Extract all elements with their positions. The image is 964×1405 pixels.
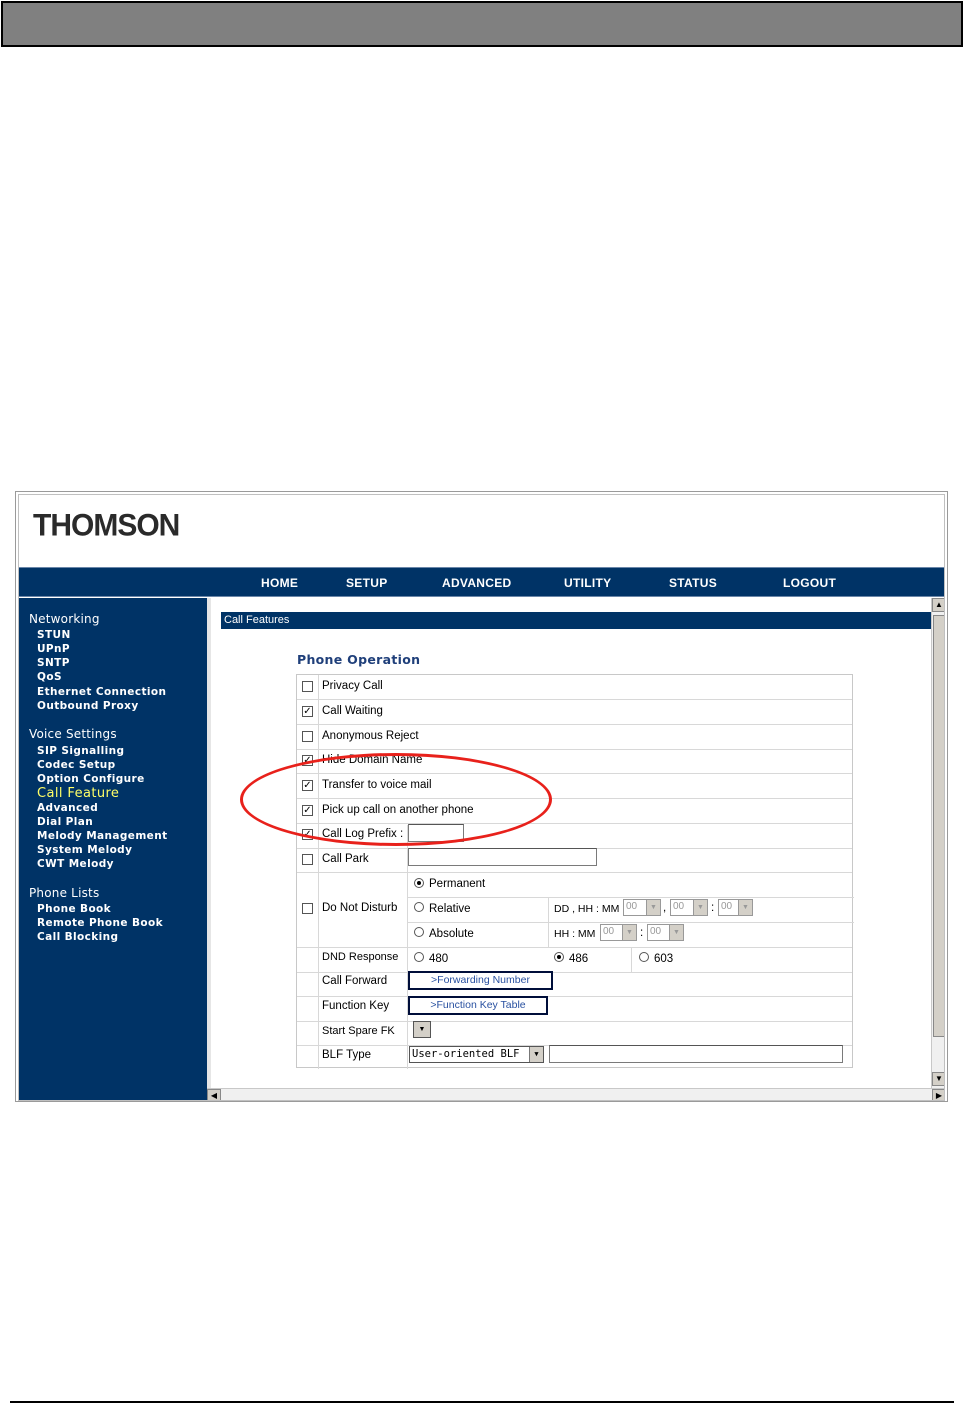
- call-waiting-label: Call Waiting: [322, 705, 383, 717]
- nav-logout[interactable]: LOGOUT: [783, 576, 837, 590]
- table-divider: [297, 872, 852, 873]
- scroll-right-icon[interactable]: ▶: [932, 1089, 945, 1101]
- dnd-permanent-radio[interactable]: [414, 878, 424, 888]
- dnd-relative-label: Relative: [429, 903, 471, 915]
- blf-type-label: BLF Type: [322, 1049, 372, 1061]
- privacy-call-checkbox[interactable]: [302, 681, 313, 692]
- scroll-up-icon[interactable]: ▲: [932, 598, 945, 612]
- call-park-label: Call Park: [322, 853, 369, 865]
- table-divider: [297, 798, 852, 799]
- dnd-absolute-format: HH : MM: [554, 928, 596, 940]
- call-waiting-checkbox[interactable]: ✓: [303, 706, 312, 717]
- table-divider: [408, 922, 854, 923]
- frame-title: Call Features: [221, 612, 933, 629]
- sidebar-item-call-feature[interactable]: Call Feature: [37, 786, 120, 801]
- dnd-absolute-hh-value: 00: [603, 926, 615, 937]
- dnd-absolute-radio[interactable]: [414, 927, 424, 937]
- dnd-relative-hh-value: 00: [673, 901, 685, 912]
- table-divider: [297, 749, 852, 750]
- dnd-response-480-label: 480: [429, 953, 449, 965]
- anonymous-reject-checkbox[interactable]: [302, 731, 313, 742]
- nav-utility[interactable]: UTILITY: [564, 576, 612, 590]
- dnd-relative-dd-value: 00: [626, 901, 638, 912]
- top-nav: [19, 567, 944, 597]
- privacy-call-label: Privacy Call: [322, 680, 383, 692]
- call-forward-label: Call Forward: [322, 975, 388, 987]
- table-divider: [408, 897, 854, 898]
- blf-type-value: User-oriented BLF: [412, 1048, 520, 1060]
- dnd-response-label: DND Response: [322, 951, 399, 963]
- hide-domain-name-label: Hide Domain Name: [322, 754, 423, 766]
- chevron-down-icon: ▼: [669, 925, 683, 940]
- nav-home[interactable]: HOME: [261, 576, 299, 590]
- dnd-response-486-label: 486: [569, 953, 589, 965]
- scroll-down-icon[interactable]: ▼: [932, 1072, 945, 1086]
- table-divider: [297, 773, 852, 774]
- dnd-absolute-mm-select[interactable]: [647, 924, 684, 941]
- chevron-down-icon: ▼: [693, 900, 707, 915]
- table-divider: [548, 898, 549, 948]
- dnd-absolute-mm-value: 00: [650, 926, 662, 937]
- sidebar-item-melody-management[interactable]: Melody Management: [37, 830, 168, 842]
- start-spare-fk-label: Start Spare FK: [322, 1025, 395, 1037]
- pick-up-call-label: Pick up call on another phone: [322, 804, 474, 816]
- function-key-label: Function Key: [322, 1000, 390, 1012]
- sidebar-item-option-configure[interactable]: Option Configure: [37, 773, 145, 785]
- table-divider: [297, 996, 852, 997]
- section-heading: Phone Operation: [297, 652, 421, 667]
- call-log-prefix-label: Call Log Prefix :: [322, 828, 404, 840]
- sidebar-item-stun[interactable]: STUN: [37, 629, 71, 641]
- web-ui-screenshot: [15, 491, 948, 1102]
- chevron-down-icon: ▼: [622, 925, 636, 940]
- table-divider: [297, 947, 852, 948]
- dnd-response-480-radio[interactable]: [414, 952, 424, 962]
- sidebar-item-system-melody[interactable]: System Melody: [37, 844, 133, 856]
- sidebar-item-sip-signalling[interactable]: SIP Signalling: [37, 745, 125, 757]
- dnd-relative-comma: ,: [663, 902, 667, 914]
- chevron-down-icon: ▼: [738, 900, 752, 915]
- sidebar-item-dial-plan[interactable]: Dial Plan: [37, 816, 94, 828]
- call-log-prefix-checkbox[interactable]: ✓: [303, 829, 312, 840]
- nav-setup[interactable]: SETUP: [346, 576, 388, 590]
- transfer-voice-mail-checkbox[interactable]: ✓: [303, 780, 312, 791]
- dnd-checkbox[interactable]: [302, 903, 313, 914]
- dnd-response-603-label: 603: [654, 953, 674, 965]
- transfer-voice-mail-label: Transfer to voice mail: [322, 779, 432, 791]
- dnd-response-486-radio[interactable]: [554, 952, 564, 962]
- thomson-logo: THOMSON: [33, 508, 180, 543]
- dnd-label: Do Not Disturb: [322, 902, 398, 914]
- horizontal-scrollbar[interactable]: [207, 1088, 945, 1101]
- sidebar-item-outbound-proxy[interactable]: Outbound Proxy: [37, 700, 139, 712]
- start-spare-fk-select[interactable]: [413, 1021, 431, 1038]
- sidebar: [19, 598, 207, 1101]
- sidebar-section-voice-settings[interactable]: Voice Settings: [29, 727, 117, 741]
- blf-type-input[interactable]: [549, 1045, 843, 1063]
- sidebar-item-call-blocking[interactable]: Call Blocking: [37, 931, 119, 943]
- chevron-down-icon: ▼: [529, 1047, 543, 1062]
- call-park-checkbox[interactable]: [302, 854, 313, 865]
- dnd-relative-hh-select[interactable]: [670, 899, 708, 916]
- page-footer-rule: [10, 1401, 954, 1403]
- dnd-relative-mm-value: 00: [721, 901, 733, 912]
- table-divider: [297, 823, 852, 824]
- chevron-down-icon: ▼: [414, 1022, 430, 1037]
- sidebar-item-phone-book[interactable]: Phone Book: [37, 903, 112, 915]
- sidebar-item-qos[interactable]: QoS: [37, 671, 62, 683]
- chevron-down-icon: ▼: [646, 900, 660, 915]
- dnd-absolute-label: Absolute: [429, 928, 474, 940]
- pick-up-call-checkbox[interactable]: ✓: [303, 805, 312, 816]
- sidebar-item-codec-setup[interactable]: Codec Setup: [37, 759, 116, 771]
- sidebar-item-cwt-melody[interactable]: CWT Melody: [37, 858, 114, 870]
- nav-advanced[interactable]: ADVANCED: [442, 576, 512, 590]
- dnd-relative-mm-select[interactable]: [718, 899, 753, 916]
- dnd-response-603-radio[interactable]: [639, 952, 649, 962]
- table-divider: [297, 1021, 852, 1022]
- sidebar-section-phone-lists[interactable]: Phone Lists: [29, 886, 100, 900]
- table-divider: [297, 724, 852, 725]
- table-divider: [297, 699, 852, 700]
- anonymous-reject-label: Anonymous Reject: [322, 730, 419, 742]
- browser-viewport: [18, 494, 945, 1101]
- dnd-relative-radio[interactable]: [414, 902, 424, 912]
- blf-type-select[interactable]: [409, 1046, 544, 1063]
- dnd-relative-format: DD , HH : MM: [554, 903, 620, 915]
- sidebar-item-sntp[interactable]: SNTP: [37, 657, 70, 669]
- scrollbar-thumb[interactable]: [933, 615, 945, 1037]
- dnd-absolute-hh-select[interactable]: [600, 924, 637, 941]
- dnd-absolute-colon: :: [640, 927, 644, 939]
- function-key-table-button[interactable]: >Function Key Table: [408, 996, 548, 1015]
- dnd-relative-dd-select[interactable]: [623, 899, 661, 916]
- table-divider: [297, 972, 852, 973]
- forwarding-number-button[interactable]: >Forwarding Number: [408, 971, 553, 990]
- sidebar-item-remote-phone-book[interactable]: Remote Phone Book: [37, 917, 164, 929]
- vertical-scrollbar[interactable]: [931, 598, 945, 1088]
- nav-status[interactable]: STATUS: [669, 576, 718, 590]
- sidebar-item-advanced[interactable]: Advanced: [37, 802, 99, 814]
- call-park-input[interactable]: [408, 848, 597, 866]
- call-log-prefix-input[interactable]: [408, 824, 464, 842]
- sidebar-item-upnp[interactable]: UPnP: [37, 643, 70, 655]
- dnd-permanent-label: Permanent: [429, 878, 486, 890]
- table-divider: [631, 947, 632, 972]
- page-header-bar: [1, 1, 963, 47]
- sidebar-item-ethernet-connection[interactable]: Ethernet Connection: [37, 686, 167, 698]
- dnd-relative-colon: :: [711, 902, 715, 914]
- scroll-left-icon[interactable]: ◀: [207, 1089, 221, 1101]
- hide-domain-name-checkbox[interactable]: ✓: [303, 755, 312, 766]
- sidebar-section-networking[interactable]: Networking: [29, 612, 100, 626]
